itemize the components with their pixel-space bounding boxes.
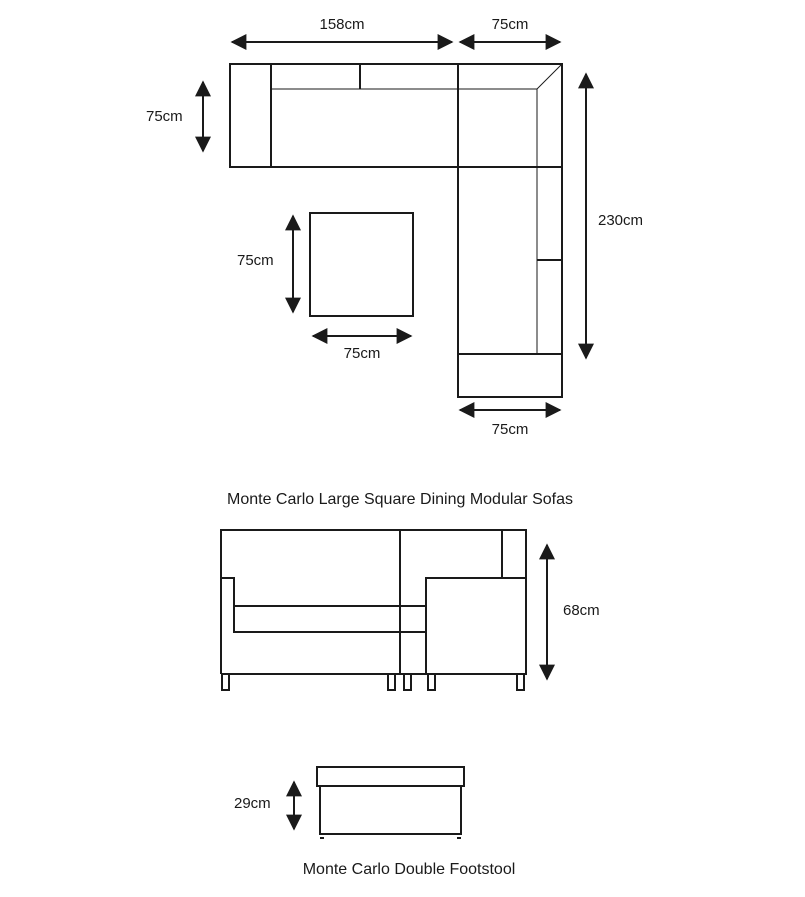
label-table-width: 75cm [343,345,381,362]
side-right-sofa [400,530,526,674]
footstool-view [234,767,515,878]
side-view [221,530,600,690]
side-legs [222,674,524,690]
footstool-cushion [317,767,464,786]
label-footstool-height: 29cm [234,795,271,812]
footstool-base [320,786,461,834]
plan-left-sofa [230,64,458,167]
plan-title: Monte Carlo Large Square Dining Modular Sofas [227,491,573,508]
label-depth-left: 75cm [146,108,183,125]
label-table-height: 75cm [237,252,274,269]
plan-bottom-stool [458,354,562,397]
plan-square-table [310,213,413,316]
label-side-height: 68cm [563,602,600,619]
plan-view [146,16,643,508]
plan-corner-module [458,64,562,167]
side-left-sofa [221,530,400,674]
label-width-left: 158cm [319,16,365,33]
label-width-right: 75cm [491,16,529,33]
footstool-title: Monte Carlo Double Footstool [302,861,516,878]
label-height-right: 230cm [598,212,644,229]
plan-right-sofa [458,167,562,354]
label-bottom-width: 75cm [491,421,529,438]
